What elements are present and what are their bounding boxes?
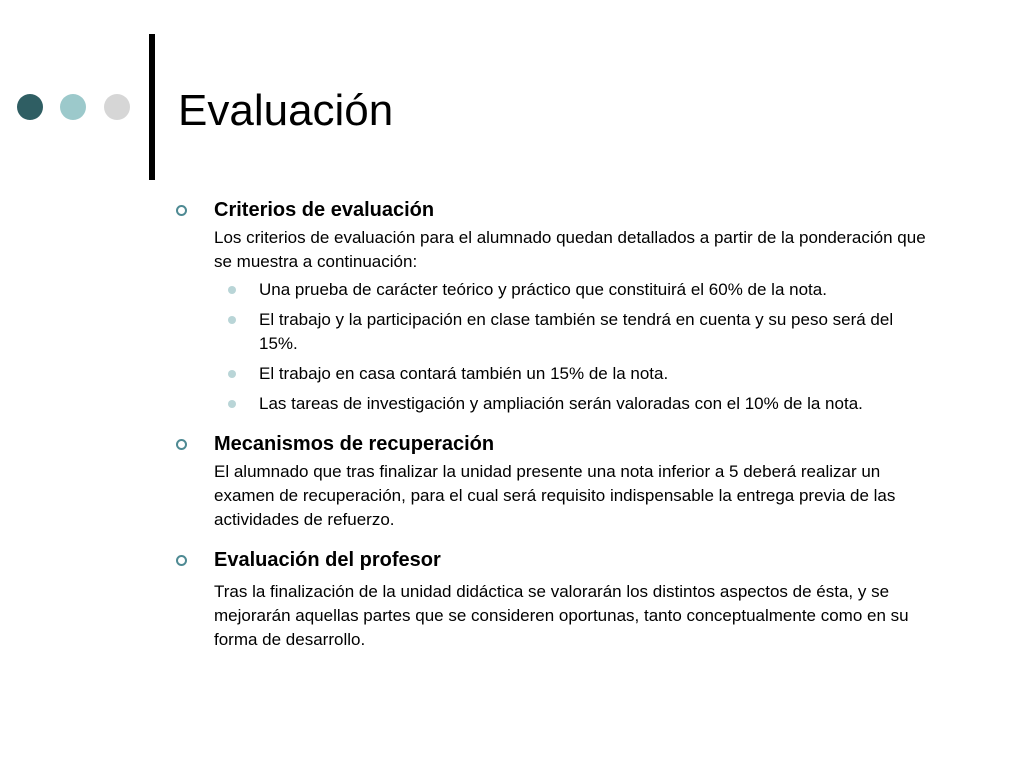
section-heading: Criterios de evaluación [214,199,435,221]
section-text: El alumnado que tras finalizar la unidad presente una nota inferior a 5 deberá realizar un examen de recuperación, para el cual será requisito indispensable la entrega previa de las actividades de refuerzo. [214,462,896,529]
ring-bullet-icon [176,205,187,216]
dot-bullet-icon [228,370,236,378]
list-item [214,278,936,302]
list-item [214,308,936,356]
ring-bullet-icon [176,555,187,566]
list-item-text: El trabajo en casa contará también un 15% de la nota. [259,364,669,383]
section-evaluacion-profesor [176,546,936,652]
section-heading: Mecanismos de recuperación [214,433,495,455]
list-item-text: Una prueba de carácter teórico y práctico que constituirá el 60% de la nota. [259,280,827,299]
section-heading: Evaluación del profesor [214,549,441,571]
slide-title: Evaluación [178,86,394,135]
list-item-text: Las tareas de investigación y ampliación serán valoradas con el 10% de la nota. [259,394,863,413]
ring-bullet-icon [176,439,187,450]
decorative-dot-medium [60,94,86,120]
list-item [214,362,936,386]
title-divider [149,34,155,180]
dot-bullet-icon [228,400,236,408]
slide-content [176,196,936,652]
list-item [214,392,936,416]
criteria-list [214,278,936,416]
section-text: Tras la finalización de la unidad didáctica se valorarán los distintos aspectos de ésta, y se mejorarán aquellas partes que se consideren oportunas, tanto conceptualmente como en su forma de desarrollo. [214,582,909,649]
decorative-dot-light [104,94,130,120]
section-criterios [176,196,936,416]
decorative-dot-dark [17,94,43,120]
list-item-text: El trabajo y la participación en clase también se tendrá en cuenta y su peso será del 15%. [259,310,894,353]
section-recuperacion [176,430,936,532]
dot-bullet-icon [228,316,236,324]
dot-bullet-icon [228,286,236,294]
section-text: Los criterios de evaluación para el alumnado quedan detallados a partir de la ponderación que se muestra a continuación: [214,228,926,271]
